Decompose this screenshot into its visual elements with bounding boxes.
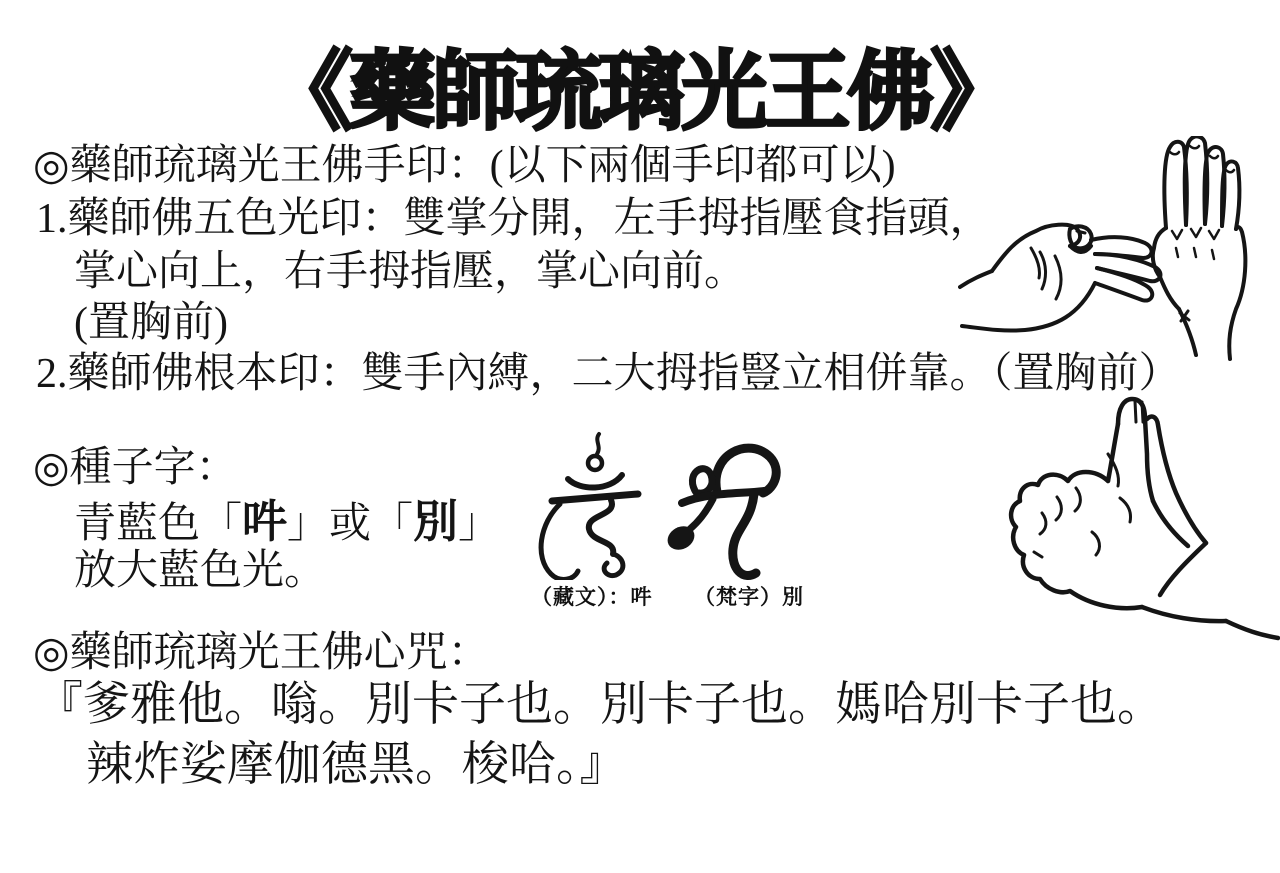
seed-line3: 放大藍色光。 xyxy=(74,548,327,594)
seed-line2-mid: 」或「 xyxy=(287,501,414,547)
tibetan-seed-caption: （藏文）：吽 xyxy=(531,585,653,609)
mantra-line1: 『爹雅他。嗡。別卡子也。別卡子也。媽哈別卡子也。 xyxy=(36,679,1164,731)
mudra-item1-line1: 1.藥師佛五色光印：雙掌分開，左手拇指壓食指頭， xyxy=(36,196,992,242)
seed-syllable-hum-text: 吽 xyxy=(242,497,288,547)
five-color-light-mudra-illustration xyxy=(958,136,1280,364)
mudra-item1-line2: 掌心向上，右手拇指壓，掌心向前。 xyxy=(74,249,747,295)
sanskrit-seed-caption: （梵字）別 xyxy=(694,585,804,609)
mudra-heading: ◎藥師琉璃光王佛手印：(以下兩個手印都可以) xyxy=(33,143,896,189)
seed-line2-pre: 青藍色「 xyxy=(74,501,243,547)
mantra-heading: ◎藥師琉璃光王佛心咒： xyxy=(33,630,490,676)
mudra-item2: 2.藥師佛根本印：雙手內縛，二大拇指豎立相併靠。（置胸前） xyxy=(36,351,1181,397)
sanskrit-seed-syllable-image xyxy=(653,430,795,588)
seed-line2 xyxy=(74,498,500,547)
seed-line2-post: 」 xyxy=(458,501,501,547)
page-title: 《藥師琉璃光王佛》 xyxy=(266,42,1014,142)
seed-syllable-bhai-text: 別 xyxy=(413,497,459,547)
root-mudra-illustration xyxy=(1000,392,1280,654)
tibetan-seed-syllable-image xyxy=(523,430,668,580)
seed-heading: ◎種子字： xyxy=(33,445,238,491)
mudra-item1-line3: (置胸前) xyxy=(74,300,228,346)
mantra-line2: 辣炸娑摩伽德黑。梭哈。』 xyxy=(86,739,627,791)
